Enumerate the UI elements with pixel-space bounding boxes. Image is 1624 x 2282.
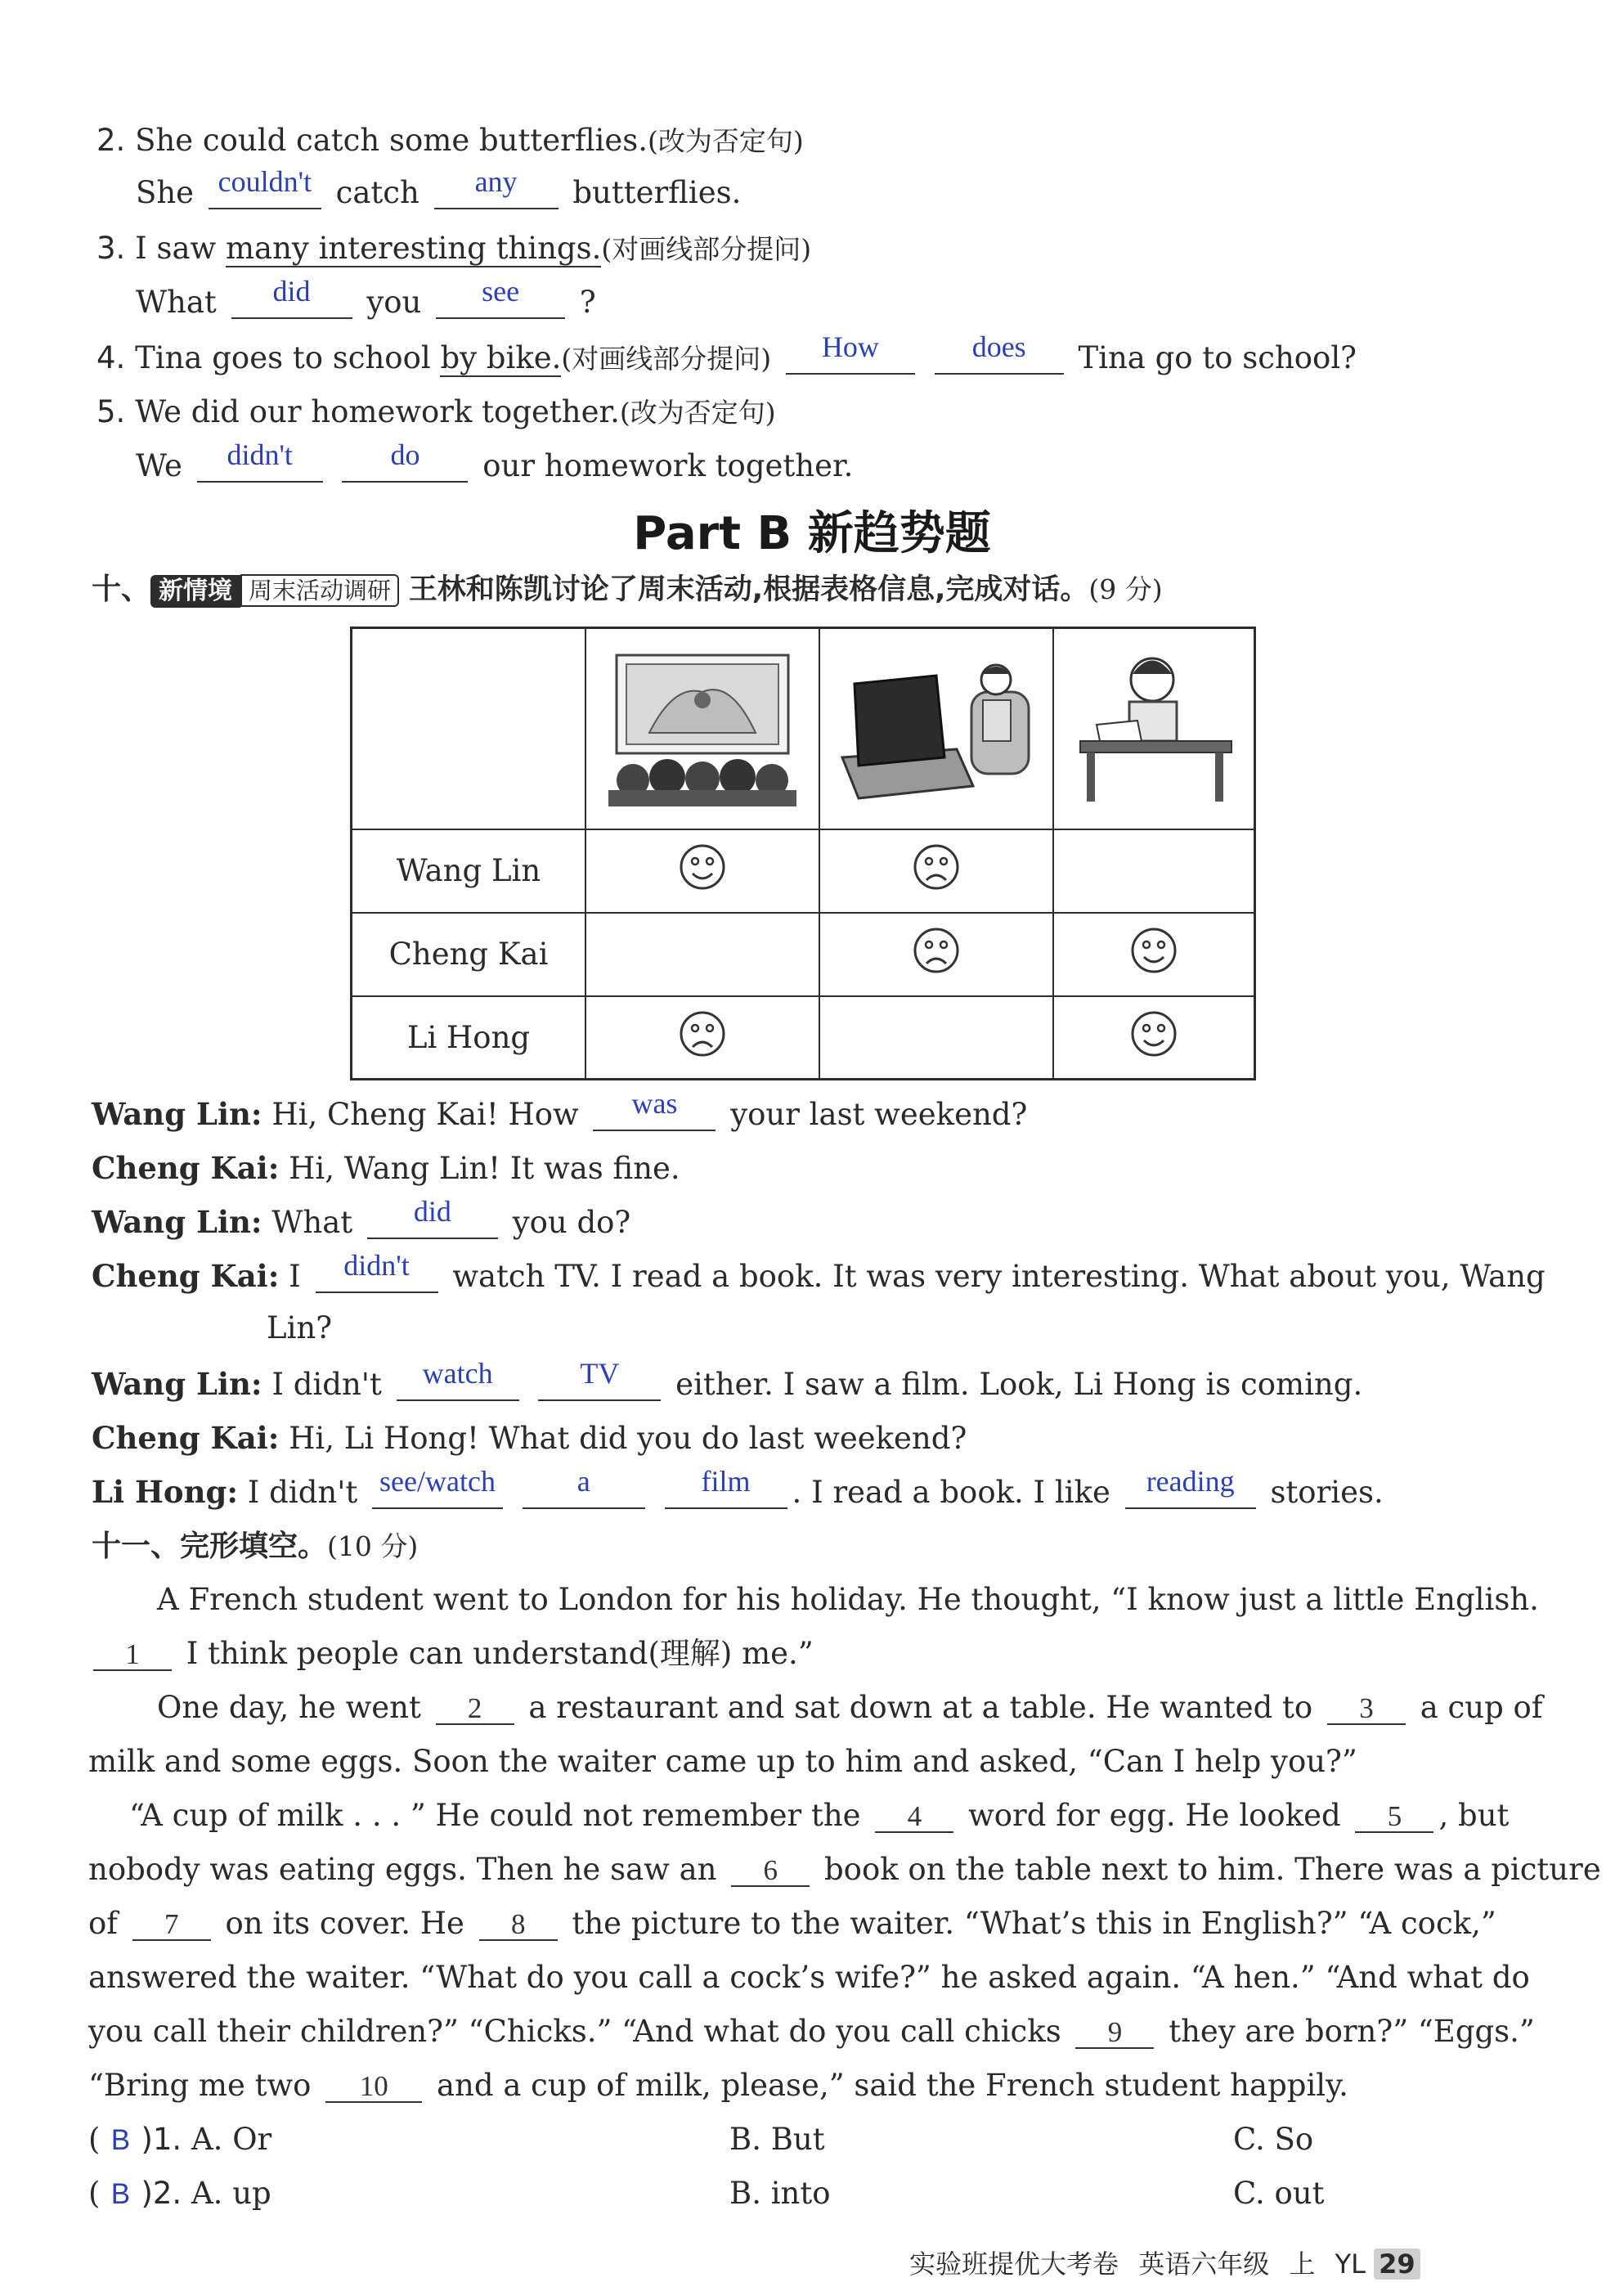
blank[interactable] bbox=[372, 1465, 503, 1509]
filled-answer: watch bbox=[422, 1357, 493, 1390]
instruction: (对画线部分提问) bbox=[561, 343, 772, 375]
line-text: stories. bbox=[1270, 1475, 1384, 1510]
chosen-answer[interactable]: B bbox=[110, 2124, 131, 2156]
line-text: , but bbox=[1438, 1798, 1510, 1833]
gap[interactable]: 10 bbox=[325, 2072, 422, 2103]
line-text: What bbox=[271, 1205, 353, 1240]
row-name: Cheng Kai bbox=[352, 913, 586, 996]
filled-answer: couldn't bbox=[218, 165, 312, 198]
part-b-title: Part B 新趋势题 bbox=[633, 507, 991, 560]
line-text: of bbox=[88, 1906, 118, 1941]
question-3 bbox=[96, 229, 811, 269]
cloze-line bbox=[88, 2012, 1535, 2051]
underlined-text: by bike. bbox=[440, 340, 562, 375]
filled-answer: didn't bbox=[227, 438, 293, 471]
face-cell bbox=[585, 996, 819, 1080]
line-text: What bbox=[136, 285, 217, 320]
option-row bbox=[88, 2174, 1560, 2214]
face-cell bbox=[1053, 829, 1255, 913]
sad-face-icon bbox=[678, 1009, 727, 1058]
corner-cell bbox=[352, 628, 586, 829]
section-title: 十一、完形填空。 bbox=[92, 1530, 328, 1563]
gap[interactable]: 4 bbox=[875, 1802, 953, 1833]
section-instruction: 王林和陈凯讨论了周末活动,根据表格信息,完成对话。 bbox=[408, 573, 1089, 606]
line-text: they are born?” “Eggs.” bbox=[1169, 2014, 1535, 2049]
line-text: on its cover. He bbox=[225, 1906, 464, 1941]
section-score: (10 分) bbox=[327, 1530, 419, 1562]
table-row bbox=[352, 996, 1255, 1080]
gap[interactable]: 8 bbox=[479, 1910, 558, 1941]
face-cell bbox=[1053, 996, 1255, 1080]
cloze-line bbox=[88, 2066, 1348, 2105]
gap[interactable]: 1 bbox=[93, 1640, 172, 1671]
line-text: ? bbox=[579, 285, 596, 320]
question-text: Tina goes to school bbox=[135, 340, 431, 375]
dialogue-line bbox=[92, 1249, 1545, 1296]
line-text: you call their children?” “Chicks.” “And what do you call chicks bbox=[88, 2014, 1061, 2049]
question-number: )1. bbox=[141, 2122, 182, 2157]
line-text: the picture to the waiter. “What’s this in English?” “A cock,” bbox=[572, 1906, 1496, 1941]
cinema-icon bbox=[600, 643, 805, 806]
gap[interactable]: 7 bbox=[132, 1910, 211, 1941]
sad-face-icon bbox=[912, 842, 961, 892]
sad-face-icon bbox=[912, 926, 961, 975]
line-text: your last weekend? bbox=[730, 1097, 1028, 1132]
term: 上 bbox=[1289, 2248, 1316, 2280]
filled-answer: did bbox=[413, 1195, 451, 1228]
face-cell bbox=[819, 913, 1053, 996]
question-2 bbox=[96, 121, 804, 161]
cloze-line bbox=[157, 1688, 1543, 1727]
topic-tag: 周末活动调研 bbox=[240, 574, 399, 607]
line-text: Hi, Wang Lin! It was fine. bbox=[289, 1151, 680, 1186]
page-footer bbox=[909, 2244, 1420, 2281]
line-text: you do? bbox=[512, 1205, 631, 1240]
filled-answer: was bbox=[631, 1087, 678, 1120]
line-text: I didn't bbox=[271, 1367, 382, 1402]
filled-answer: any bbox=[474, 165, 518, 198]
dialogue-line bbox=[92, 1087, 1028, 1134]
blank[interactable] bbox=[935, 330, 1064, 375]
question-number: )2. bbox=[141, 2176, 182, 2211]
line-text: She bbox=[136, 175, 195, 210]
gap[interactable]: 2 bbox=[436, 1694, 514, 1725]
filled-answer: do bbox=[390, 438, 420, 471]
line-text: butterflies. bbox=[572, 175, 742, 210]
filled-answer: didn't bbox=[343, 1249, 410, 1282]
chosen-answer[interactable]: B bbox=[110, 2178, 131, 2210]
gap[interactable]: 6 bbox=[731, 1856, 810, 1887]
dialogue-line bbox=[92, 1148, 680, 1188]
line-text: I think people can understand(理解) me.” bbox=[186, 1636, 814, 1671]
paren: ( bbox=[88, 2176, 101, 2211]
section-score: (9 分) bbox=[1088, 573, 1163, 605]
question-number: 5. bbox=[96, 394, 126, 429]
reading-picture bbox=[1053, 628, 1255, 829]
line-text: “Bring me two bbox=[88, 2068, 312, 2103]
option-c[interactable]: C. So bbox=[1233, 2122, 1314, 2157]
reading-icon bbox=[1064, 643, 1244, 806]
face-cell bbox=[585, 829, 819, 913]
line-text: book on the table next to him. There was a picture bbox=[824, 1852, 1601, 1887]
answer-line-5 bbox=[136, 438, 854, 486]
question-text: She could catch some butterflies. bbox=[135, 123, 648, 158]
line-text: either. I saw a film. Look, Li Hong is coming. bbox=[675, 1367, 1363, 1402]
instruction: (对画线部分提问) bbox=[601, 233, 812, 265]
instruction: (改为否定句) bbox=[619, 397, 776, 429]
blank[interactable] bbox=[593, 1087, 716, 1131]
cinema-picture bbox=[585, 628, 819, 829]
gap[interactable]: 3 bbox=[1327, 1694, 1406, 1725]
filled-answer: film bbox=[701, 1465, 751, 1498]
dialogue-line bbox=[92, 1357, 1363, 1404]
filled-answer: How bbox=[821, 330, 879, 363]
blank[interactable] bbox=[665, 1465, 787, 1509]
filled-answer: does bbox=[971, 330, 1026, 363]
answer-line-2 bbox=[136, 165, 742, 213]
filled-answer: a bbox=[576, 1465, 590, 1498]
speaker: Li Hong: bbox=[92, 1474, 239, 1510]
face-cell bbox=[1053, 913, 1255, 996]
face-cell bbox=[819, 829, 1053, 913]
speaker: Cheng Kai: bbox=[92, 1420, 280, 1456]
blank[interactable] bbox=[367, 1195, 498, 1239]
option-row bbox=[88, 2120, 1560, 2160]
line-text: and a cup of milk, please,” said the French student happily. bbox=[437, 2068, 1348, 2103]
line-text: our homework together. bbox=[482, 448, 854, 483]
speaker: Cheng Kai: bbox=[92, 1258, 280, 1294]
tv-icon bbox=[834, 643, 1039, 806]
gap[interactable]: 9 bbox=[1075, 2018, 1154, 2049]
line-text: “A cup of milk . . . ” He could not remember the bbox=[129, 1798, 861, 1833]
question-5 bbox=[96, 393, 776, 433]
question-number: 4. bbox=[96, 340, 126, 375]
dialogue-line bbox=[92, 1195, 631, 1242]
dialogue-line bbox=[92, 1465, 1384, 1512]
line-text: Hi, Cheng Kai! How bbox=[271, 1097, 579, 1132]
happy-face-icon bbox=[1129, 926, 1178, 975]
blank[interactable] bbox=[231, 275, 352, 319]
face-cell bbox=[819, 996, 1053, 1080]
page-number: 29 bbox=[1374, 2248, 1420, 2280]
table-row bbox=[352, 913, 1255, 996]
answer-line-3 bbox=[136, 275, 596, 322]
book-title: 实验班提优大考卷 bbox=[909, 2248, 1119, 2280]
face-cell bbox=[585, 913, 819, 996]
line-text: watch TV. I read a book. It was very interesting. What about you, Wang bbox=[452, 1259, 1545, 1294]
blank[interactable] bbox=[197, 438, 323, 483]
option-c[interactable]: C. out bbox=[1233, 2176, 1325, 2211]
line-text: One day, he went bbox=[157, 1690, 421, 1725]
section-number: 十、 bbox=[92, 573, 151, 606]
blank[interactable] bbox=[397, 1357, 519, 1401]
gap[interactable]: 5 bbox=[1355, 1802, 1433, 1833]
blank[interactable] bbox=[434, 165, 559, 209]
line-text: catch bbox=[335, 175, 419, 210]
question-text: I saw bbox=[135, 231, 217, 266]
subject: 英语六年级 bbox=[1138, 2248, 1270, 2280]
blank[interactable] bbox=[436, 275, 565, 319]
cloze-line bbox=[88, 1634, 814, 1673]
row-name: Wang Lin bbox=[352, 829, 586, 913]
filled-answer: see/watch bbox=[379, 1465, 496, 1498]
question-number: 3. bbox=[96, 231, 126, 266]
line-text: a cup of bbox=[1420, 1690, 1543, 1725]
speaker: Wang Lin: bbox=[92, 1366, 262, 1402]
cloze-line: milk and some eggs. Soon the waiter came up to him and asked, “Can I help you?” bbox=[88, 1744, 1357, 1779]
dialogue-line-continued: Lin? bbox=[267, 1310, 333, 1345]
section-10-header bbox=[92, 569, 1163, 609]
line-text: . I read a book. I like bbox=[792, 1475, 1110, 1510]
option-b[interactable]: B. But bbox=[729, 2122, 825, 2157]
line-text: I didn't bbox=[247, 1475, 358, 1510]
line-text: I bbox=[289, 1259, 301, 1294]
line-text: Hi, Li Hong! What did you do last weekend? bbox=[289, 1421, 967, 1456]
blank[interactable] bbox=[209, 165, 321, 209]
watch-tv-picture bbox=[819, 628, 1053, 829]
filled-answer: see bbox=[482, 275, 520, 308]
underlined-text: many interesting things. bbox=[225, 231, 602, 266]
option-a[interactable]: A. up bbox=[191, 2176, 271, 2211]
line-text: We bbox=[136, 448, 182, 483]
option-b[interactable]: B. into bbox=[729, 2176, 831, 2211]
cloze-line bbox=[88, 1904, 1496, 1943]
option-a[interactable]: A. Or bbox=[191, 2122, 272, 2157]
cloze-line bbox=[88, 1850, 1601, 1889]
line-text: nobody was eating eggs. Then he saw an bbox=[88, 1852, 717, 1887]
line-text: word for egg. He looked bbox=[968, 1798, 1341, 1833]
cloze-line: answered the waiter. “What do you call a cock’s wife?” he asked again. “A hen.” “And what do bbox=[88, 1960, 1530, 1995]
table-row bbox=[352, 829, 1255, 913]
question-number: 2. bbox=[96, 123, 126, 158]
line-text: a restaurant and sat down at a table. He wanted to bbox=[528, 1690, 1313, 1725]
question-4 bbox=[96, 330, 1357, 379]
speaker: Cheng Kai: bbox=[92, 1150, 280, 1186]
paren: ( bbox=[88, 2122, 101, 2157]
blank[interactable] bbox=[538, 1357, 661, 1401]
row-name: Li Hong bbox=[352, 996, 586, 1080]
filled-answer: reading bbox=[1146, 1465, 1235, 1498]
blank[interactable] bbox=[786, 330, 915, 375]
line-text: you bbox=[366, 285, 422, 320]
edition: YL bbox=[1335, 2248, 1366, 2280]
question-text: We did our homework together. bbox=[135, 394, 620, 429]
speaker: Wang Lin: bbox=[92, 1204, 262, 1240]
speaker: Wang Lin: bbox=[92, 1096, 262, 1132]
section-11-header bbox=[92, 1526, 418, 1566]
cloze-line bbox=[129, 1796, 1509, 1835]
blank[interactable] bbox=[1125, 1465, 1256, 1509]
blank[interactable] bbox=[342, 438, 468, 483]
weekend-activity-table bbox=[350, 627, 1256, 1080]
dialogue-line bbox=[92, 1418, 967, 1458]
line-text: Tina go to school? bbox=[1078, 340, 1357, 375]
instruction: (改为否定句) bbox=[647, 125, 804, 157]
new-context-tag: 新情境 bbox=[150, 575, 240, 608]
happy-face-icon bbox=[1129, 1009, 1178, 1058]
filled-answer: TV bbox=[580, 1357, 620, 1390]
blank[interactable] bbox=[523, 1465, 645, 1509]
filled-answer: did bbox=[272, 275, 311, 308]
cloze-line: A French student went to London for his holiday. He thought, “I know just a little English. bbox=[157, 1582, 1539, 1617]
blank[interactable] bbox=[316, 1249, 438, 1293]
happy-face-icon bbox=[678, 842, 727, 892]
